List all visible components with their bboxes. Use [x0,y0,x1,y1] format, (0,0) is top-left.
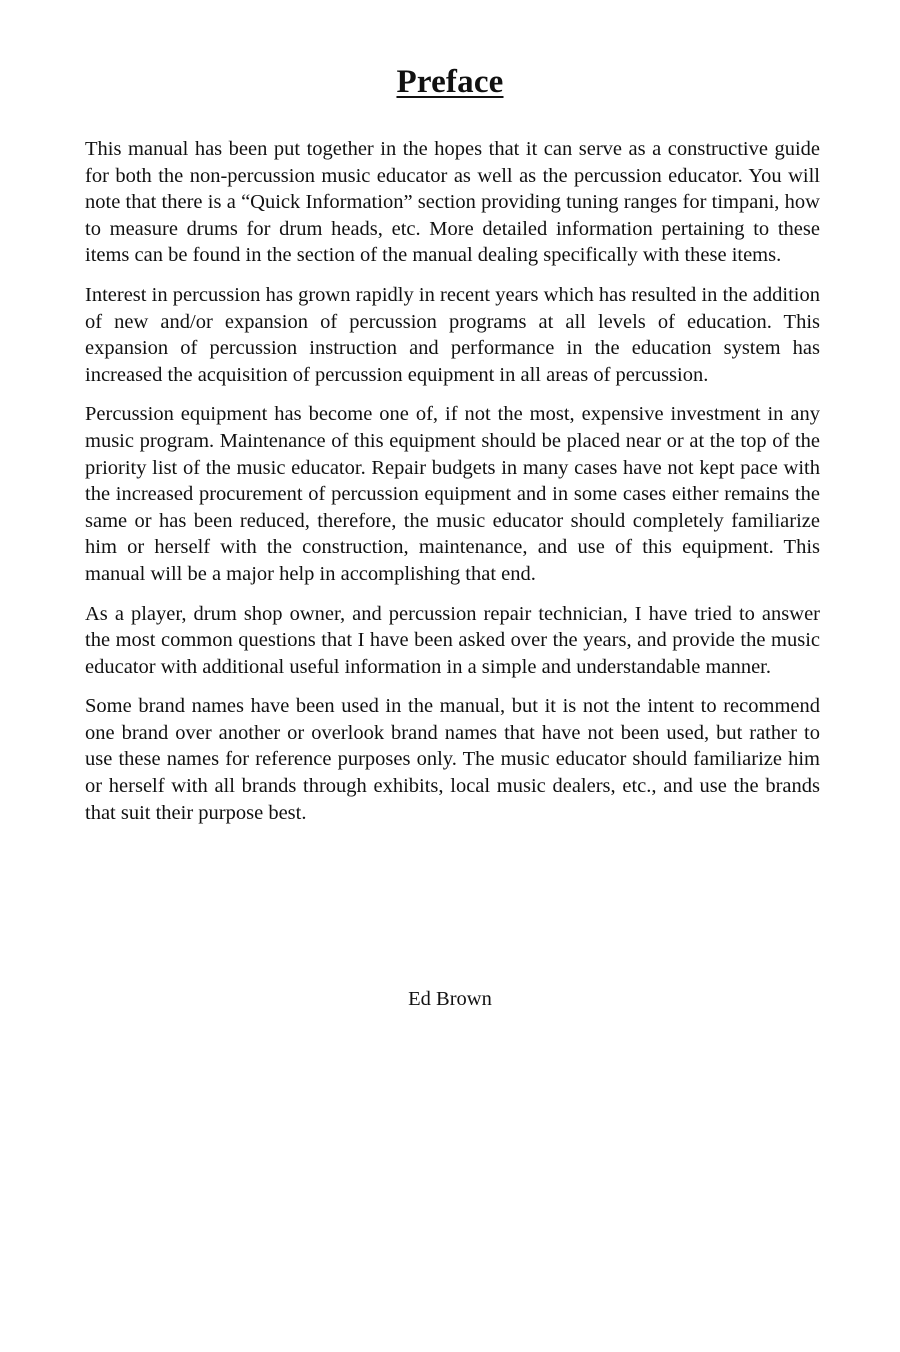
author-signature: Ed Brown [408,988,492,1010]
paragraph-5: Some brand names have been used in the manual, but it is not the intent to recommend one brand over another or overlook brand names that have not been used, but rather to use these names for reference purposes only. The music educator should familiarize him or herself with all brands through exhibits, local music dealers, etc., and use the brands that suit their purpose best. [85,695,820,824]
paragraph-4: As a player, drum shop owner, and percussion repair technician, I have tried to answer the most common questions that I have been asked over the years, and provide the music educator with additional useful information in a simple and understandable manner. [85,602,820,678]
paragraph-1: This manual has been put together in the hopes that it can serve as a constructive guide for both the non-percussion music educator as well as the percussion educator. You will note that there is a “Quick Information” section providing tuning ranges for timpani, how to measure drums for drum heads, etc. More detailed information pertaining to these items can be found in the section of the manual dealing specifically with these items. [85,138,820,267]
preface-body [85,136,820,839]
paragraph-3: Percussion equipment has become one of, if not the most, expensive investment in any music program. Maintenance of this equipment should be placed near or at the top of the priority list of the music educator. Repair budgets in many cases have not kept pace with the increased procurement of percussion equipment and in some cases either remains the same or has been reduced, therefore, the music educator should completely familiarize him or herself with the construction, maintenance, and use of this equipment. This manual will be a major help in accomplishing that end. [85,403,820,585]
page-title: Preface [396,64,504,100]
paragraph-2: Interest in percussion has grown rapidly in recent years which has resulted in the addition of new and/or expansion of percussion programs at all levels of education. This expansion of percussion instruction and performance in the education system has increased the acquisition of percussion equipment in all areas of percussion. [85,283,820,386]
